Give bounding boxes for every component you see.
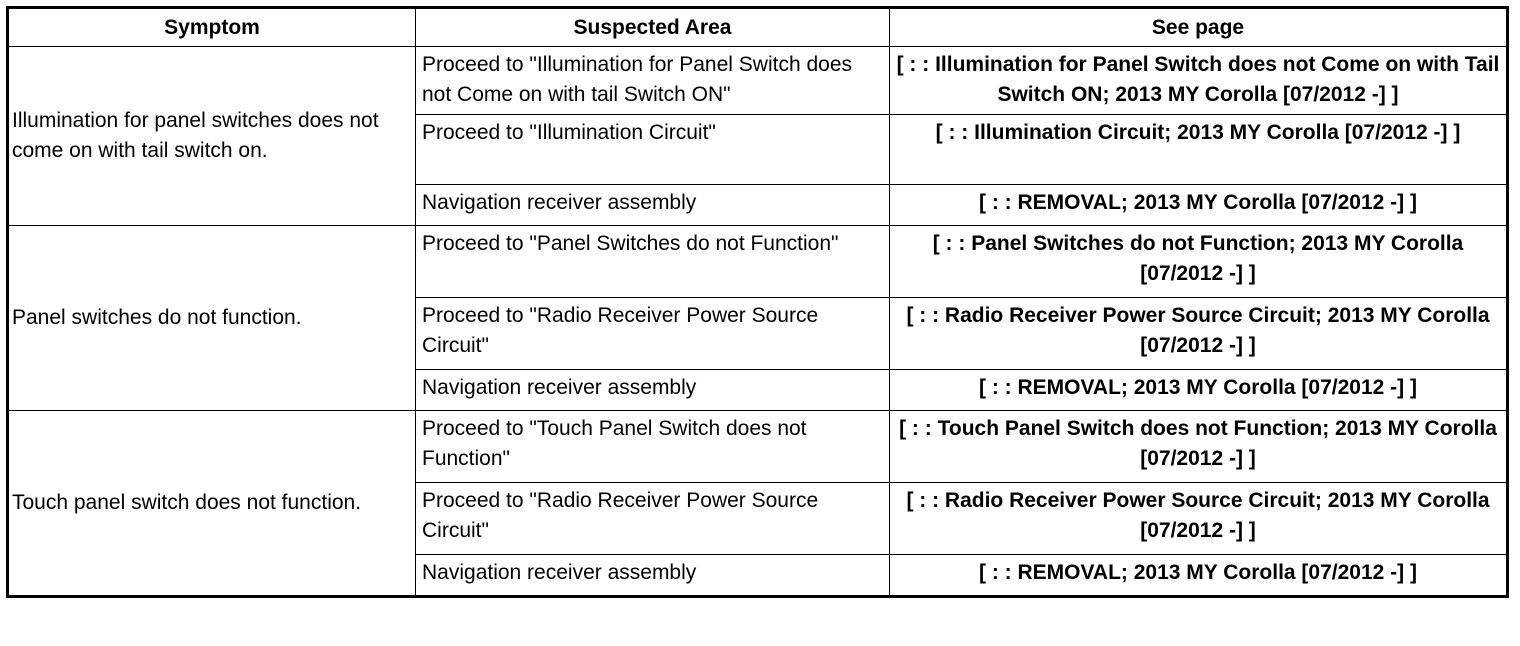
suspected-area-cell: Navigation receiver assembly [416, 185, 890, 226]
suspected-area-cell: Navigation receiver assembly [416, 370, 890, 411]
suspected-area-cell: Navigation receiver assembly [416, 555, 890, 597]
symptom-cell: Touch panel switch does not function. [8, 411, 416, 597]
table-row [8, 226, 1508, 298]
see-page-link[interactable]: [ : : Touch Panel Switch does not Function; 2013 MY Corolla [07/2012 -] ] [890, 411, 1508, 483]
see-page-link[interactable]: [ : : REMOVAL; 2013 MY Corolla [07/2012 -] ] [890, 185, 1508, 226]
see-page-link[interactable]: [ : : Panel Switches do not Function; 2013 MY Corolla [07/2012 -] ] [890, 226, 1508, 298]
suspected-area-cell: Proceed to "Touch Panel Switch does not Function" [416, 411, 890, 483]
suspected-area-cell: Proceed to "Illumination Circuit" [416, 115, 890, 185]
see-page-link[interactable]: [ : : REMOVAL; 2013 MY Corolla [07/2012 -] ] [890, 555, 1508, 597]
header-row [8, 8, 1508, 47]
header-suspected-area: Suspected Area [416, 8, 890, 47]
see-page-link[interactable]: [ : : Illumination for Panel Switch does not Come on with Tail Switch ON; 2013 MY Corolla [07/2012 -] ] [890, 47, 1508, 115]
suspected-area-cell: Proceed to "Illumination for Panel Switch does not Come on with tail Switch ON" [416, 47, 890, 115]
symptom-cell: Illumination for panel switches does not come on with tail switch on. [8, 47, 416, 226]
suspected-area-cell: Proceed to "Radio Receiver Power Source Circuit" [416, 298, 890, 370]
symptom-cell: Panel switches do not function. [8, 226, 416, 411]
suspected-area-cell: Proceed to "Panel Switches do not Function" [416, 226, 890, 298]
header-see-page: See page [890, 8, 1508, 47]
table-row [8, 47, 1508, 115]
suspected-area-cell: Proceed to "Radio Receiver Power Source Circuit" [416, 483, 890, 555]
see-page-link[interactable]: [ : : Radio Receiver Power Source Circuit; 2013 MY Corolla [07/2012 -] ] [890, 298, 1508, 370]
header-symptom: Symptom [8, 8, 416, 47]
see-page-link[interactable]: [ : : Radio Receiver Power Source Circuit; 2013 MY Corolla [07/2012 -] ] [890, 483, 1508, 555]
table-row [8, 411, 1508, 483]
see-page-link[interactable]: [ : : REMOVAL; 2013 MY Corolla [07/2012 -] ] [890, 370, 1508, 411]
see-page-link[interactable]: [ : : Illumination Circuit; 2013 MY Corolla [07/2012 -] ] [890, 115, 1508, 185]
symptom-table [6, 6, 1509, 598]
